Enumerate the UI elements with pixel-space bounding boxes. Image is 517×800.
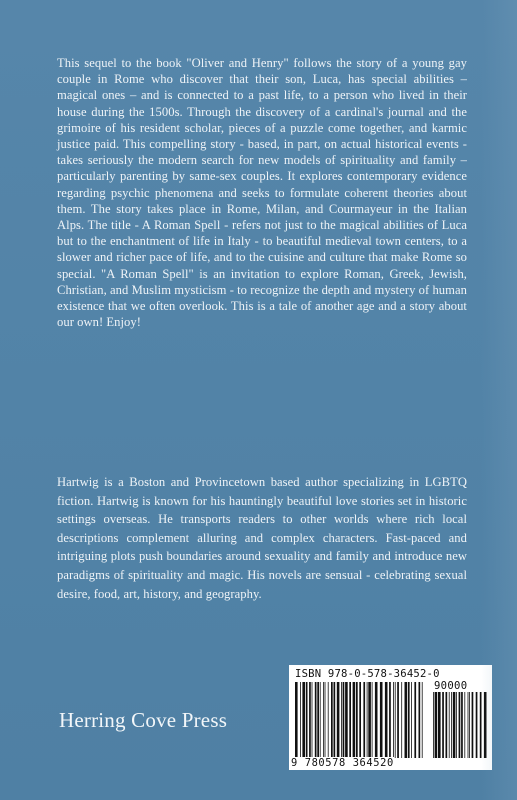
barcode-bar — [334, 682, 336, 758]
barcode-bar — [367, 682, 368, 758]
barcode-bar — [442, 692, 444, 758]
barcode-bar — [368, 682, 371, 758]
barcode-bar — [306, 682, 308, 758]
barcode-bar — [341, 682, 342, 758]
barcode-bar — [359, 682, 361, 758]
barcode-bar — [484, 692, 487, 758]
barcode-bar — [372, 682, 373, 758]
barcode-bar — [353, 682, 356, 758]
barcode-bar — [349, 682, 351, 758]
barcode-bar — [309, 682, 311, 758]
barcode-bar — [472, 692, 474, 758]
ean-barcode-bars — [295, 682, 425, 758]
barcode-bar — [300, 682, 301, 758]
barcode-bar — [453, 692, 456, 758]
price-addon-bars — [433, 692, 487, 758]
barcode-bar — [395, 682, 396, 758]
barcode-bar — [389, 682, 391, 758]
barcode-bar — [456, 692, 457, 758]
barcode-bar — [317, 682, 319, 758]
barcode-bar — [438, 692, 441, 758]
barcode-bar — [419, 682, 421, 758]
barcode-bar — [385, 682, 388, 758]
barcode-bar — [480, 692, 482, 758]
barcode-bar — [468, 692, 469, 758]
barcode-bar — [343, 682, 345, 758]
barcode-bar — [397, 682, 399, 758]
barcode-bar — [375, 682, 378, 758]
barcode-bar — [411, 682, 412, 758]
barcode-bar — [435, 692, 438, 758]
isbn-label: ISBN 978-0-578-36452-0 — [295, 668, 440, 680]
barcode-bar — [323, 682, 324, 758]
barcode-bar — [459, 692, 461, 758]
barcode-bar — [363, 682, 365, 758]
barcode-bar — [380, 682, 383, 758]
barcode-bar — [405, 682, 408, 758]
barcode-bar — [315, 682, 317, 758]
price-code-label: 90000 — [434, 680, 468, 692]
book-blurb: This sequel to the book "Oliver and Henry" follows the story of a young gay couple in Rome who discover that their son, Luca, has special abilities – magical ones – and is connected to a past life, to a person who lived in their house during the 1500s. Through the discovery of a cardinal's journal and the grimoire of his resident scholar, pieces of a puzzle come together, and karmic justice paid. This compelling story - based, in part, on actual historical events - takes seriously the modern search for new models of spirituality and family – particularly parenting by same-sex couples. It explores contemporary evidence regarding psychic phenomena and seeks to formulate coherent theories about them. The story takes place in Rome, Milan, and Courmayeur in the Italian Alps. The title - A Roman Spell - refers not just to the magical abilities of Luca but to the enchantment of life in Italy - to beautiful medieval town centers, to a slower and richer pace of life, and to the cuisine and culture that make Rome so special. "A Roman Spell" is an invitation to explore Roman, Greek, Jewish, Christian, and Muslim mysticism - to recognize the depth and mystery of human existence that we often overlook. This is a tale of another age and a story about our own! Enjoy! — [57, 56, 467, 330]
barcode-bar — [401, 682, 402, 758]
barcode-bar — [451, 692, 452, 758]
barcode-bar — [469, 692, 470, 758]
barcode-bar — [320, 682, 321, 758]
barcode-bar — [295, 682, 298, 758]
barcode-bar — [312, 682, 313, 758]
author-bio: Hartwig is a Boston and Provincetown based author specializing in LGBTQ fiction. Hartwig is known for his hauntingly beautiful love stories set in historic settings overseas. He transports readers to other worlds where rich local descriptions complement alluring and complex characters. Fast-paced and intriguing plots push boundaries around sexuality and family and introduce new paradigms of spirituality and magic. His novels are sensual - celebrating sexual desire, food, art, history, and geography. — [57, 475, 467, 601]
isbn-barcode — [289, 665, 492, 770]
barcode-bar — [325, 682, 326, 758]
barcode-bar — [337, 682, 340, 758]
ean-digits: 9 780578 364520 — [291, 757, 394, 769]
barcode-bar — [393, 682, 394, 758]
barcode-bar — [461, 692, 463, 758]
barcode-bar — [446, 692, 448, 758]
barcode-bar — [476, 692, 478, 758]
barcode-bar — [328, 682, 329, 758]
barcode-bar — [345, 682, 348, 758]
barcode-bar — [414, 682, 416, 758]
barcode-bar — [464, 692, 465, 758]
barcode-bar — [302, 682, 305, 758]
barcode-bar — [356, 682, 358, 758]
barcode-bar — [449, 692, 450, 758]
barcode-bar — [331, 682, 333, 758]
barcode-bar — [422, 682, 423, 758]
barcode-bar — [433, 692, 434, 758]
publisher-name: Herring Cove Press — [59, 708, 228, 732]
barcode-bar — [408, 682, 410, 758]
